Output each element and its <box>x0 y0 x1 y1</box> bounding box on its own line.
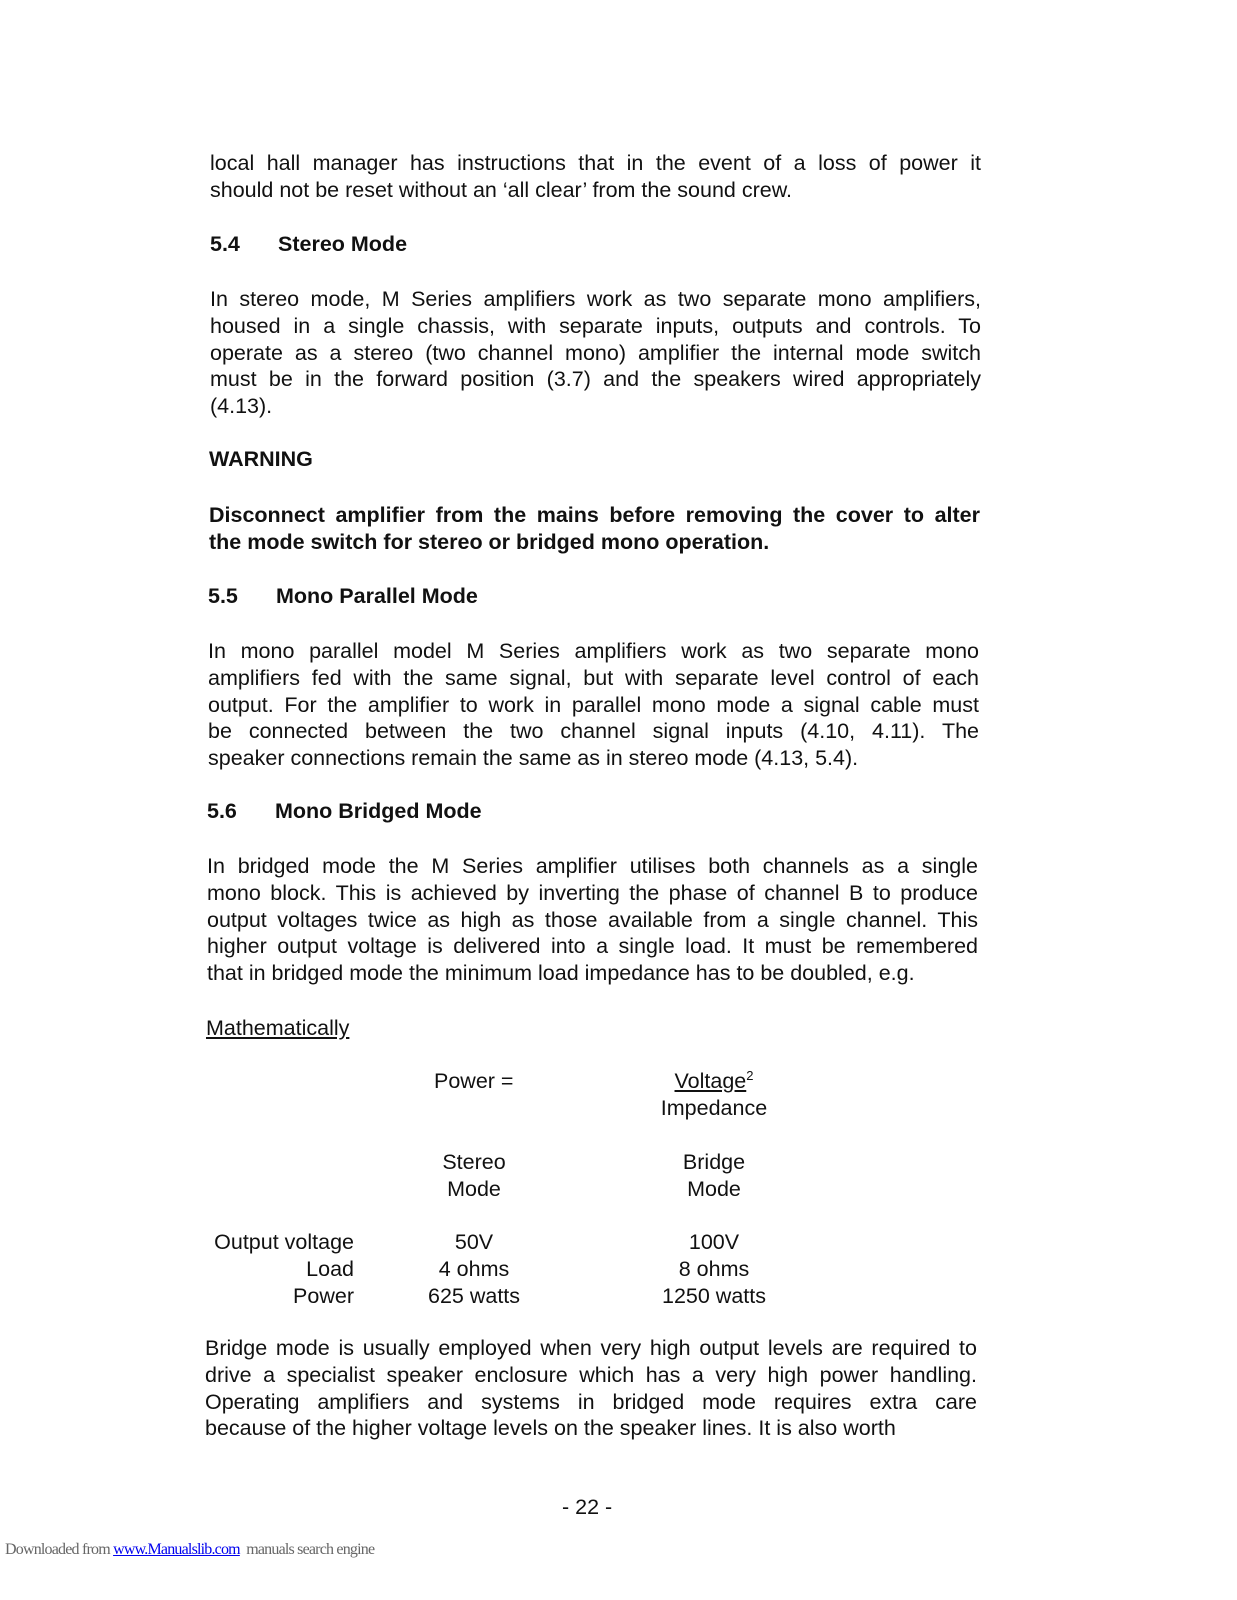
stereo-value: 50V <box>454 1230 494 1254</box>
bridge-col-header-1: Bridge <box>682 1150 746 1174</box>
paragraph-parallel-line: output. For the amplifier to work in parallel mono mode a signal cable must <box>208 692 979 717</box>
paragraph-stereo-line: operate as a stereo (two channel mono) amplifier the internal mode switch <box>210 340 981 365</box>
paragraph-bridged-line: In bridged mode the M Series amplifier utilises both channels as a single <box>207 854 978 878</box>
stereo-col-header-1: Stereo <box>442 1150 506 1174</box>
manualslib-link[interactable]: www.Manualslib.com <box>113 1541 240 1558</box>
paragraph-closing-line: because of the higher voltage levels on the speaker lines. It is also worth <box>205 1416 896 1441</box>
paragraph-warning-body-line: Disconnect amplifier from the mains before removing the cover to alter <box>209 503 980 527</box>
bridge-value: 8 ohms <box>678 1257 750 1281</box>
paragraph-intro-line: should not be reset without an ‘all clear’ from the sound crew. <box>210 177 793 202</box>
bridge-value: 100V <box>688 1230 740 1254</box>
paragraph-stereo-line: In stereo mode, M Series amplifiers work as two separate mono amplifiers, <box>210 287 981 311</box>
paragraph-parallel-line: be connected between the two channel signal inputs (4.10, 4.11). The <box>208 719 979 744</box>
stereo-value: 625 watts <box>427 1284 521 1308</box>
paragraph-stereo-line: must be in the forward position (3.7) and the speakers wired appropriately <box>210 367 981 392</box>
paragraph-closing-line: Bridge mode is usually employed when very high output levels are required to <box>205 1336 977 1360</box>
section-number: 5.4 <box>210 232 240 256</box>
footer-suffix: manuals search engine <box>239 1541 375 1558</box>
download-footer <box>5 1541 374 1559</box>
section-heading-5-4 <box>210 231 407 258</box>
formula-numerator <box>614 1068 814 1095</box>
mathematically-label: Mathematically <box>206 1016 350 1040</box>
row-label: Power <box>293 1284 354 1308</box>
stereo-col-header-2: Mode <box>447 1177 501 1201</box>
paragraph-parallel-line: amplifiers fed with the same signal, but with separate level control of each <box>208 665 979 690</box>
section-number: 5.5 <box>208 584 238 608</box>
bridge-col-header-2: Mode <box>687 1177 741 1201</box>
paragraph-stereo-line: housed in a single chassis, with separate inputs, outputs and controls. To <box>210 313 981 338</box>
section-title: Stereo Mode <box>278 232 408 256</box>
paragraph-parallel-line: In mono parallel model M Series amplifiers work as two separate mono <box>208 639 979 663</box>
row-label: Output voltage <box>214 1230 354 1254</box>
paragraph-bridged-line: higher output voltage is delivered into a single load. It must be remembered <box>207 934 978 959</box>
paragraph-parallel-line: speaker connections remain the same as in stereo mode (4.13, 5.4). <box>208 746 859 771</box>
paragraph-stereo-line: (4.13). <box>210 394 273 419</box>
footer-prefix: Downloaded from <box>5 1541 114 1558</box>
paragraph-closing-line: Operating amplifiers and systems in bridged mode requires extra care <box>205 1389 977 1414</box>
paragraph-bridged-line: output voltages twice as high as those available from a single channel. This <box>207 907 978 932</box>
paragraph-bridged-line: mono block. This is achieved by inverting the phase of channel B to produce <box>207 880 978 905</box>
paragraph-intro-line: local hall manager has instructions that in the event of a loss of power it <box>210 151 981 175</box>
bridge-value: 1250 watts <box>662 1284 766 1308</box>
row-label: Load <box>306 1257 354 1281</box>
power-equals: Power = <box>434 1069 514 1093</box>
section-heading-5-6 <box>207 798 482 825</box>
stereo-value: 4 ohms <box>438 1257 510 1281</box>
section-heading-5-5 <box>208 583 478 610</box>
section-number: 5.6 <box>207 799 237 823</box>
paragraph-bridged-line: that in bridged mode the minimum load impedance has to be doubled, e.g. <box>207 961 915 986</box>
warning-heading: WARNING <box>209 447 313 471</box>
paragraph-closing-line: drive a specialist speaker enclosure which has a very high power handling. <box>205 1362 977 1387</box>
section-title: Mono Parallel Mode <box>276 584 478 608</box>
paragraph-warning-body-line: the mode switch for stereo or bridged mono operation. <box>209 529 770 554</box>
numerator-text: Voltage <box>674 1069 747 1093</box>
exponent: 2 <box>746 1068 754 1083</box>
page-number: - 22 - <box>562 1495 613 1519</box>
section-title: Mono Bridged Mode <box>275 799 482 823</box>
formula-denominator: Impedance <box>660 1096 768 1120</box>
